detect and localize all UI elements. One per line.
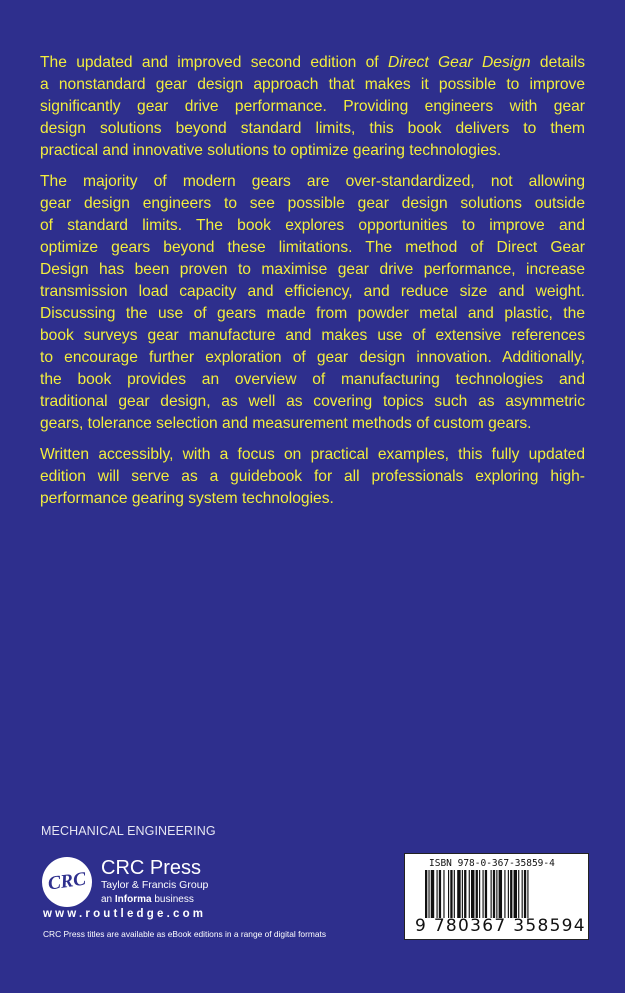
blurb-text: traditional gear design, as well as covering topics such as asymmetric <box>40 393 585 410</box>
blurb-line <box>40 259 585 281</box>
barcode-bar <box>510 870 512 918</box>
barcode-bar <box>439 870 441 918</box>
blurb-text: design solutions beyond standard limits, this book delivers to them <box>40 120 585 137</box>
blurb-line <box>40 96 585 118</box>
barcode-bar <box>464 870 466 918</box>
barcode-bar <box>524 870 526 918</box>
blurb-line <box>40 444 585 466</box>
informa-suffix: business <box>151 894 194 905</box>
barcode-bar <box>491 870 492 918</box>
blurb-line <box>40 347 585 369</box>
publisher-url: www.routledge.com <box>43 908 207 920</box>
blurb-line <box>40 369 585 391</box>
barcode-bar <box>450 870 452 918</box>
barcode-bar <box>476 870 478 918</box>
isbn-barcode <box>404 853 589 940</box>
blurb-text: Written accessibly, with a focus on practical examples, this fully updated <box>40 446 585 463</box>
blurb-text: the book provides an overview of manufacturing technologies and <box>40 371 585 388</box>
ebook-note: CRC Press titles are available as eBook editions in a range of digital formats <box>43 929 327 939</box>
blurb-text: performance gearing system technologies. <box>40 490 334 507</box>
barcode-bar <box>493 870 495 918</box>
blurb-line <box>40 413 585 435</box>
blurb-text: practical and innovative solutions to optimize gearing technologies. <box>40 142 502 159</box>
barcode-bar <box>448 870 449 918</box>
barcode-bar <box>514 870 517 918</box>
blurb-text: transmission load capacity and efficiency, and reduce size and weight. <box>40 283 585 300</box>
publisher-group: Taylor & Francis Group <box>101 879 209 891</box>
blurb-text: edition will serve as a guidebook for all professionals exploring high- <box>40 468 585 485</box>
barcode-bar <box>471 870 474 918</box>
blurb-line <box>40 281 585 303</box>
blurb-line <box>40 325 585 347</box>
blurb-paragraph <box>40 52 585 162</box>
blurb-paragraph <box>40 171 585 435</box>
barcode-bar <box>454 870 455 918</box>
barcode-bar <box>483 870 484 918</box>
blurb-text: a nonstandard gear design approach that makes it possible to improve <box>40 76 585 93</box>
blurb-text: significantly gear drive performance. Providing engineers with gear <box>40 98 585 115</box>
blurb-text: details <box>530 54 585 71</box>
barcode-bar <box>522 870 523 918</box>
blurb-text: The majority of modern gears are over-standardized, not allowing <box>40 173 585 190</box>
crc-logo-text: CRC <box>46 868 88 895</box>
blurb-line <box>40 391 585 413</box>
informa-line <box>101 894 194 905</box>
subject-category: MECHANICAL ENGINEERING <box>41 824 216 838</box>
blurb-line <box>40 237 585 259</box>
blurb-line <box>40 303 585 325</box>
barcode-bar <box>527 870 528 918</box>
blurb-text: Design has been proven to maximise gear drive performance, increase <box>40 261 585 278</box>
blurb-line <box>40 140 585 162</box>
informa-prefix: an <box>101 894 115 905</box>
barcode-bar <box>443 870 444 918</box>
blurb-text: to encourage further exploration of gear design innovation. Additionally, <box>40 349 585 366</box>
barcode-bar <box>469 870 470 918</box>
isbn-label: ISBN 978-0-367-35859-4 <box>429 858 555 869</box>
ean-number: 9 780367 358594 <box>415 916 586 936</box>
barcode-bar <box>504 870 505 918</box>
barcode-bar <box>479 870 480 918</box>
barcode-bar <box>499 870 502 918</box>
blurb-line <box>40 52 585 74</box>
book-title-italic: Direct Gear Design <box>387 54 531 71</box>
blurb-line <box>40 466 585 488</box>
barcode-bar <box>457 870 460 918</box>
blurb-text: The updated and improved second edition of <box>40 54 388 71</box>
barcode-bar <box>518 870 519 918</box>
blurb-text: book surveys gear manufacture and makes use of extensive references <box>40 327 585 344</box>
blurb-text: gear design engineers to see possible gear design solutions outside <box>40 195 585 212</box>
crc-logo <box>42 857 92 907</box>
blurb-line <box>40 171 585 193</box>
barcode-bar <box>431 870 434 918</box>
barcode-bar <box>437 870 438 918</box>
blurb-line <box>40 74 585 96</box>
back-cover-blurb <box>40 52 585 519</box>
barcode-bar <box>508 870 509 918</box>
barcode-bar <box>428 870 429 918</box>
blurb-text: Discussing the use of gears made from powder metal and plastic, the <box>40 305 585 322</box>
barcode-bar <box>462 870 463 918</box>
blurb-line <box>40 215 585 237</box>
barcode-bar <box>496 870 497 918</box>
blurb-line <box>40 193 585 215</box>
blurb-line <box>40 488 585 510</box>
blurb-text: of standard limits. The book explores opportunities to improve and <box>40 217 585 234</box>
blurb-text: gears, tolerance selection and measurement methods of custom gears. <box>40 415 532 432</box>
barcode-bar <box>485 870 487 918</box>
informa-bold: Informa <box>114 894 152 905</box>
publisher-name: CRC Press <box>101 857 202 879</box>
barcode-bar <box>425 870 427 918</box>
blurb-text: optimize gears beyond these limitations. The method of Direct Gear <box>40 239 585 256</box>
blurb-paragraph <box>40 444 585 510</box>
blurb-line <box>40 118 585 140</box>
